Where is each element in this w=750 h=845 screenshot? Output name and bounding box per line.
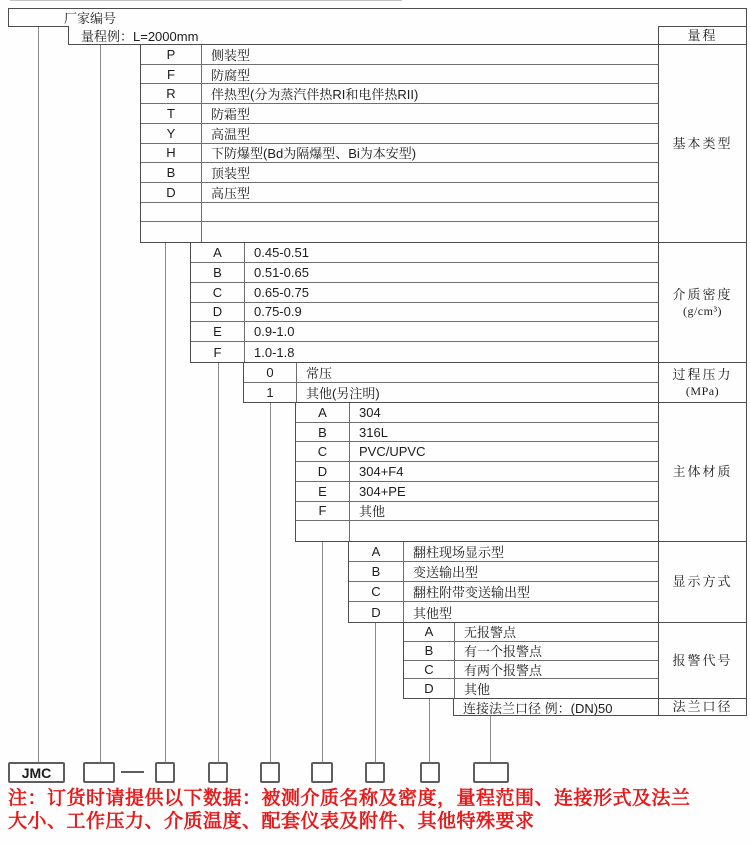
code-cell: C: [296, 442, 350, 461]
code-cell: A: [191, 243, 245, 262]
flange-size-row: [453, 698, 659, 716]
code-cell: [141, 203, 202, 222]
table-row: [191, 322, 658, 342]
code-cell: B: [349, 562, 404, 581]
code-cell: R: [141, 84, 202, 103]
desc-cell: 0.51-0.65: [254, 264, 309, 280]
desc-cell: 顶装型: [211, 166, 251, 182]
manufacturer-code-row: [8, 8, 747, 27]
code-box-density: [208, 762, 228, 783]
desc-cell: 有一个报警点: [464, 644, 543, 660]
code-cell: B: [191, 263, 245, 282]
alarm-code-table: [403, 622, 659, 699]
code-box-display: [365, 762, 385, 783]
desc-cell: 侧装型: [211, 47, 251, 63]
desc-cell: 连接法兰口径 例：(DN)50: [463, 700, 613, 715]
process-pressure-table: [243, 362, 659, 403]
desc-cell: 0.65-0.75: [254, 284, 309, 300]
desc-cell: 304+PE: [359, 483, 406, 499]
label-process-pressure: 过程压力 (MPa): [658, 362, 747, 403]
desc-cell: [202, 222, 658, 242]
ordering-note-line1: 注：订货时请提供以下数据：被测介质名称及密度，量程范围、连接形式及法兰: [8, 788, 691, 809]
desc-cell: 316L: [359, 424, 388, 440]
code-cell: D: [296, 462, 350, 481]
connector-alarm: [429, 699, 430, 762]
desc-cell: 其他: [359, 504, 386, 520]
code-box-material: [311, 762, 333, 783]
code-cell: T: [141, 104, 202, 123]
code-cell: [141, 222, 202, 242]
desc-cell: 0.45-0.51: [254, 244, 309, 260]
desc-cell: 其他(另注明): [306, 385, 380, 401]
range-example-label: 量程例：L=2000mm: [81, 28, 199, 44]
table-row: [141, 45, 658, 65]
desc-cell: 高温型: [211, 126, 251, 142]
model-label: JMC: [21, 764, 52, 781]
desc-cell: 其他型: [413, 605, 453, 621]
desc-cell: 翻柱附带变送输出型: [413, 585, 531, 600]
label-basic-type: 基本类型: [658, 44, 747, 243]
code-cell: Y: [141, 124, 202, 143]
code-cell: D: [191, 303, 245, 322]
desc-cell: 伴热型(分为蒸汽伴热RI和电伴热RII): [211, 87, 419, 103]
desc-cell: 1.0-1.8: [254, 344, 295, 360]
code-box-range: [83, 762, 115, 783]
table-row: [191, 303, 658, 323]
dash-separator: [121, 771, 144, 773]
code-cell: F: [296, 502, 350, 521]
table-row: [404, 661, 658, 680]
table-row: [141, 104, 658, 124]
code-cell: C: [349, 582, 404, 601]
display-mode-table: [348, 541, 659, 623]
model-box: [8, 762, 65, 783]
code-cell: F: [141, 65, 202, 84]
table-row-empty: [296, 521, 658, 541]
label-range: 量程: [658, 26, 747, 45]
table-row: [141, 183, 658, 203]
desc-cell: 有两个报警点: [464, 662, 543, 678]
table-row: [404, 642, 658, 661]
table-row: [296, 502, 658, 522]
range-row: [68, 26, 659, 45]
manufacturer-label: 厂家编号: [64, 11, 117, 26]
code-cell: H: [141, 144, 202, 163]
table-row: [244, 383, 658, 403]
table-row: [404, 679, 658, 698]
desc-cell: [350, 521, 658, 541]
code-cell: C: [191, 283, 245, 302]
code-cell: A: [349, 542, 404, 561]
code-cell: 0: [244, 363, 297, 382]
code-cell: B: [141, 163, 202, 182]
basic-type-table: [140, 44, 659, 243]
desc-cell: 高压型: [211, 185, 251, 201]
code-cell: E: [191, 322, 245, 341]
table-row: [191, 342, 658, 362]
ordering-note-line2: 大小、工作压力、介质温度、配套仪表及附件、其他特殊要求: [8, 811, 535, 832]
desc-cell: 防霜型: [211, 106, 251, 122]
table-row: [349, 602, 658, 622]
desc-cell: 0.9-1.0: [254, 324, 295, 340]
code-box-basic-type: [155, 762, 175, 783]
connector-range: [100, 45, 101, 762]
connector-manufacturer: [38, 27, 39, 762]
body-material-table: [295, 402, 659, 542]
code-cell: E: [296, 482, 350, 501]
table-row-empty: [141, 203, 658, 223]
code-cell: D: [404, 679, 455, 698]
label-alarm-code: 报警代号: [658, 622, 747, 699]
table-row: [141, 163, 658, 183]
code-cell: 1: [244, 383, 297, 403]
table-row: [191, 263, 658, 283]
connector-density: [218, 363, 219, 762]
medium-density-table: [190, 242, 659, 363]
desc-cell: 0.75-0.9: [254, 304, 302, 320]
code-box-alarm: [420, 762, 440, 783]
connector-material: [322, 542, 323, 762]
table-row: [296, 462, 658, 482]
table-row: [141, 84, 658, 104]
desc-cell: 下防爆型(Bd为隔爆型、Bi为本安型): [211, 146, 417, 162]
desc-cell: PVC/UPVC: [359, 444, 426, 460]
code-cell: A: [404, 623, 455, 641]
connector-pressure: [270, 403, 271, 762]
table-row: [244, 363, 658, 383]
table-row: [349, 542, 658, 562]
table-row: [191, 283, 658, 303]
label-medium-density: 介质密度 (g/cm³): [658, 242, 747, 363]
table-row: [141, 65, 658, 85]
code-cell: A: [296, 403, 350, 422]
table-row: [454, 699, 658, 715]
table-row: [141, 124, 658, 144]
label-display-mode: 显示方式: [658, 541, 747, 623]
desc-cell: 翻柱现场显示型: [413, 545, 505, 560]
connector-display: [375, 623, 376, 762]
desc-cell: 304: [359, 404, 381, 420]
table-row: [296, 442, 658, 462]
connector-basic-type: [165, 243, 166, 762]
connector-flange: [490, 716, 491, 762]
code-cell: D: [349, 602, 404, 622]
table-row: [191, 243, 658, 263]
table-row: [296, 482, 658, 502]
table-row: [141, 144, 658, 164]
code-cell: C: [404, 661, 455, 679]
desc-cell: [202, 203, 658, 222]
code-cell: B: [296, 423, 350, 442]
table-row: [349, 582, 658, 602]
code-box-flange: [473, 762, 509, 783]
top-edge-line: [10, 0, 402, 1]
table-row-empty: [141, 222, 658, 242]
label-flange-size: 法兰口径: [658, 698, 747, 716]
table-row: [349, 562, 658, 582]
code-cell: P: [141, 45, 202, 64]
desc-cell: 其他: [464, 682, 491, 698]
code-cell: F: [191, 342, 245, 362]
desc-cell: 变送输出型: [413, 565, 479, 580]
table-row: [404, 623, 658, 642]
code-cell: D: [141, 183, 202, 202]
table-row: [296, 423, 658, 443]
label-body-material: 主体材质: [658, 402, 747, 542]
code-cell: B: [404, 642, 455, 660]
desc-cell: 常压: [306, 365, 333, 381]
table-row: [296, 403, 658, 423]
desc-cell: 304+F4: [359, 463, 404, 479]
desc-cell: 无报警点: [464, 625, 517, 641]
ordering-note: [8, 787, 748, 833]
code-cell: [296, 521, 350, 541]
code-box-pressure: [260, 762, 280, 783]
desc-cell: 防腐型: [211, 67, 251, 83]
